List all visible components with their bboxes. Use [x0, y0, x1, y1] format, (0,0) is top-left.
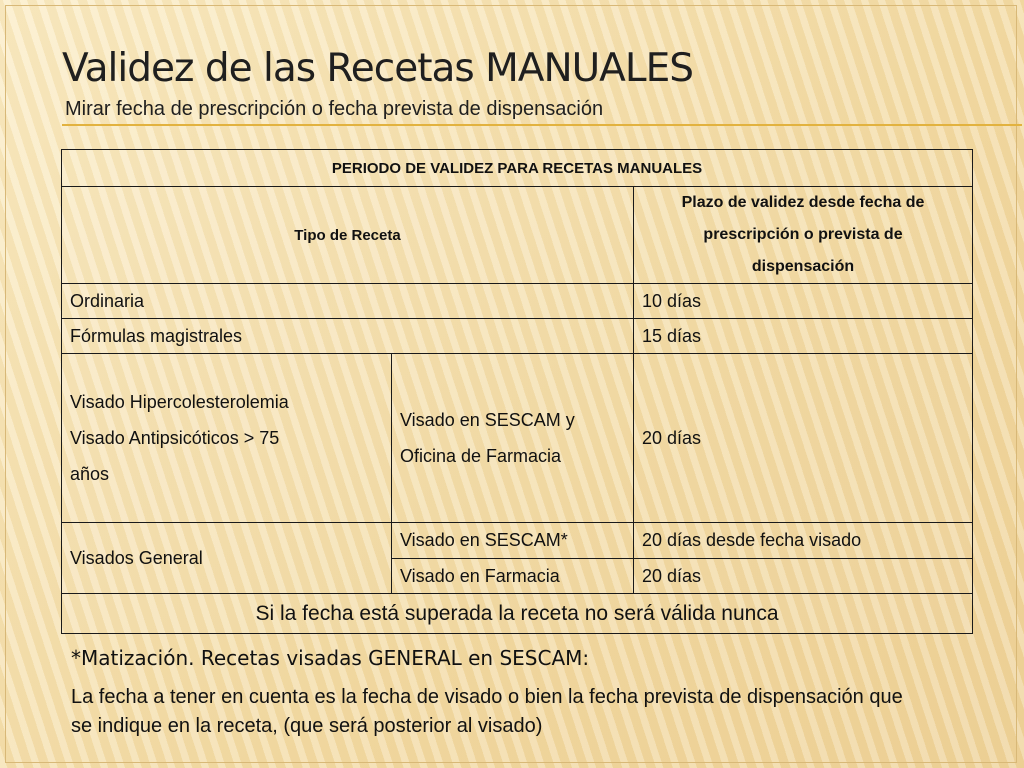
- cell-line: años: [70, 464, 110, 484]
- cell-line: Oficina de Farmacia: [400, 446, 562, 466]
- cell-plazo-farmacia: 20 días: [634, 559, 973, 594]
- cell-line: Visado Antipsicóticos > 75: [70, 428, 280, 448]
- slide-title: Validez de las Recetas MANUALES: [62, 46, 693, 91]
- plazo-header-line: prescripción o prevista de: [703, 226, 903, 243]
- table-footer-row: [62, 594, 973, 634]
- plazo-header-line: Plazo de validez desde fecha de: [681, 194, 925, 211]
- table-row: [62, 284, 973, 319]
- table-caption: PERIODO DE VALIDEZ PARA RECETAS MANUALES: [62, 150, 973, 187]
- table-row: [62, 354, 973, 523]
- cell-plazo-sescam: 20 días desde fecha visado: [634, 523, 973, 559]
- table-header-row: [62, 187, 973, 284]
- cell-donde-sescam: Visado en SESCAM*: [392, 523, 634, 559]
- note-body: La fecha a tener en cuenta es la fecha de visado o bien la fecha prevista de dispensación que se indique en la receta, (que será posterior al visado): [71, 686, 903, 737]
- column-header-tipo: Tipo de Receta: [62, 187, 634, 284]
- cell-line: Visado Hipercolesterolemia: [70, 392, 289, 412]
- plazo-header-line: dispensación: [751, 258, 855, 275]
- table-caption-row: [62, 150, 973, 187]
- cell-line: Visado en SESCAM y: [400, 410, 575, 430]
- column-header-plazo: [634, 187, 973, 284]
- title-underline: [62, 124, 1022, 126]
- table-row: [62, 523, 973, 559]
- validity-table: [61, 149, 973, 634]
- cell-donde-visado: [392, 354, 634, 523]
- note-title: *Matización. Recetas visadas GENERAL en SESCAM:: [71, 646, 590, 670]
- cell-tipo-ordinaria: Ordinaria: [62, 284, 634, 319]
- cell-tipo-general: Visados General: [62, 523, 392, 594]
- table-row: [62, 319, 973, 354]
- cell-donde-farmacia: Visado en Farmacia: [392, 559, 634, 594]
- table-footer-note: Si la fecha está superada la receta no será válida nunca: [62, 594, 973, 634]
- cell-tipo-visado: [62, 354, 392, 523]
- cell-plazo-ordinaria: 10 días: [634, 284, 973, 319]
- cell-plazo-formulas: 15 días: [634, 319, 973, 354]
- cell-tipo-formulas: Fórmulas magistrales: [62, 319, 634, 354]
- slide-subtitle: Mirar fecha de prescripción o fecha prevista de dispensación: [65, 98, 604, 120]
- cell-plazo-visado: 20 días: [634, 354, 973, 523]
